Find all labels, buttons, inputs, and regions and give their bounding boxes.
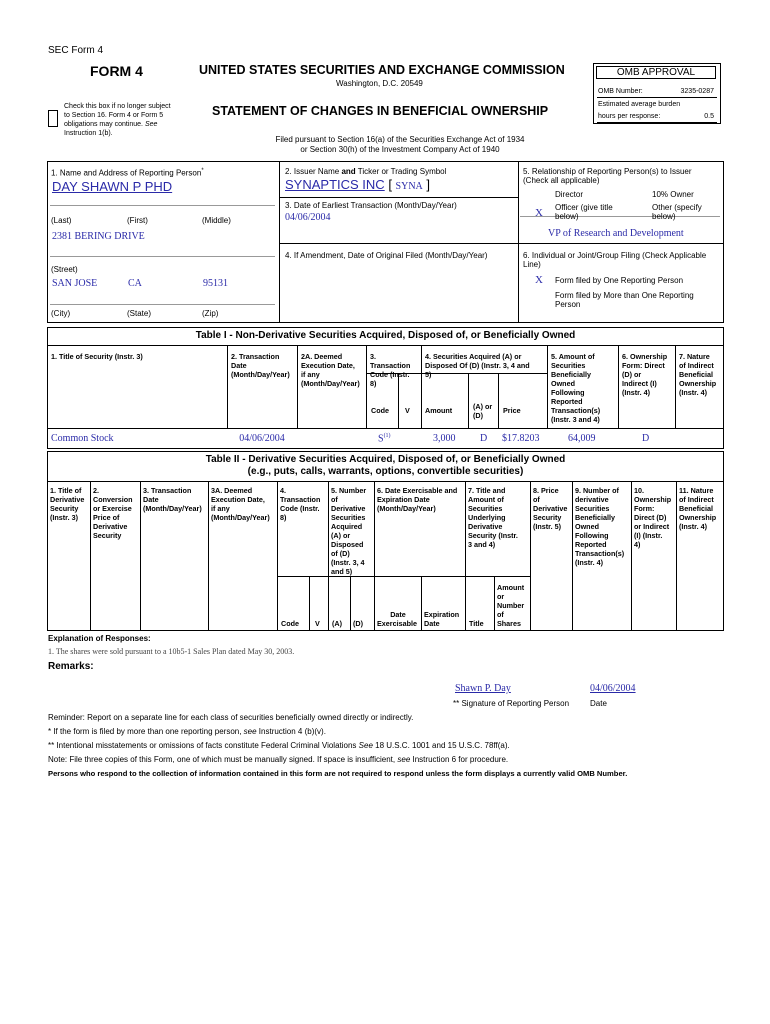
t1-row-code: $S^{(1)}$ (378, 433, 391, 445)
officer-title-value: VP of Research and Development (548, 228, 684, 239)
t2-c4: 4. Transaction Code (Instr. 8) (280, 486, 321, 522)
ten-percent-owner-label: 10% Owner (652, 190, 694, 199)
commission-city: Washington, D.C. 20549 (336, 79, 423, 88)
street-label: (Street) (51, 265, 78, 274)
form-title: FORM 4 (90, 63, 143, 79)
t1-row-title: Common Stock (51, 433, 114, 444)
t1-h7: 7. Nature of Indirect Beneficial Ownership (Instr. 4) (679, 352, 717, 397)
explanation-label: Explanation of Responses: (48, 634, 151, 643)
omb-hours-value: 0.5 (704, 113, 714, 120)
street-value: 2381 BERING DRIVE (52, 231, 145, 242)
ticker-symbol: SYNA (395, 181, 423, 192)
other-label: Other (specify below) (652, 203, 702, 221)
signature-date-value: 04/06/2004 (590, 683, 636, 694)
persons-respond-notice: Persons who respond to the collection of information contained in this form are not required to respond unless the form displays a currently valid OMB Number. (48, 769, 628, 778)
reporting-person-label: 1. Name and Address of Reporting Person* (51, 168, 204, 178)
t1-h6: 6. Ownership Form: Direct (D) or Indirect (I) (Instr. 4) (622, 352, 668, 397)
t1-row-form: D (642, 433, 650, 444)
officer-check-mark[interactable]: X (535, 207, 543, 219)
sec-form-label: SEC Form 4 (48, 45, 104, 56)
earliest-transaction-date: 04/06/2004 (285, 212, 331, 223)
t1-sub-amount: Amount (425, 406, 453, 415)
t2-c9: 9. Number of derivative Securities Beneficially Owned Following Reported Transaction(s) (Instr. 4) (575, 486, 625, 567)
signature-label: ** Signature of Reporting Person (453, 699, 570, 708)
t2-sub-a: (A) (332, 619, 342, 628)
middle-label: (Middle) (202, 216, 231, 225)
t2-c5: 5. Number of Derivative Securities Acquired (A) or Disposed of (D) (Instr. 3, 4 and 5) (331, 486, 367, 576)
one-person-label: Form filed by One Reporting Person (555, 276, 684, 285)
issuer-name-link[interactable]: SYNAPTICS INC (285, 177, 385, 192)
director-label: Director (555, 190, 584, 199)
omb-approval-box (593, 63, 721, 124)
t2-c1: 1. Title of Derivative Security (Instr. 3) (50, 486, 85, 522)
relationship-label: 5. Relationship of Reporting Person(s) to Issuer (Check all applicable) (523, 167, 692, 185)
t1-h2: 2. Transaction Date (Month/Day/Year) (231, 352, 290, 379)
reminder-text: Reminder: Report on a separate line for each class of securities beneficially owned directly or indirectly. (48, 713, 414, 722)
zip-label: (Zip) (202, 309, 219, 318)
t2-c3a: 3A. Deemed Execution Date, if any (Month/Day/Year) (211, 486, 270, 522)
zip-value: 95131 (203, 278, 228, 289)
date-label: Date (590, 699, 607, 708)
t1-h5: 5. Amount of Securities Beneficially Owned Following Reported Transaction(s) (Instr. 3 and 4) (551, 352, 601, 424)
t2-sub-title: Title (469, 619, 484, 628)
t1-row-ad: D (480, 433, 488, 444)
t2-c8: 8. Price of Derivative Security (Instr. 5) (533, 486, 568, 531)
note-misstatements: ** Intentional misstatements or omissions of facts constitute Federal Criminal Violations See 18 U.S.C. 1001 and 15 U.S.C. 78ff(a). (48, 741, 510, 750)
state-label: (State) (127, 309, 152, 318)
table-two-title: Table II - Derivative Securities Acquired, Disposed of, or Beneficially Owned (e.g., puts, calls, warrants, options, convertible securities) (205, 454, 566, 477)
omb-title: OMB APPROVAL (596, 66, 716, 79)
t2-c11: 11. Nature of Indirect Beneficial Ownership (Instr. 4) (679, 486, 717, 531)
t1-h1: 1. Title of Security (Instr. 3) (51, 352, 143, 361)
statement-title: STATEMENT OF CHANGES IN BENEFICIAL OWNERSHIP (212, 104, 549, 118)
commission-title: UNITED STATES SECURITIES AND EXCHANGE COMMISSION (199, 63, 565, 77)
explanation-1: 1. The shares were sold pursuant to a 10b5-1 Sales Plan dated May 30, 2003. (48, 647, 295, 656)
omb-number-label: OMB Number: (598, 88, 643, 95)
t2-c7: 7. Title and Amount of Securities Underlying Derivative Security (Instr. 3 and 4) (468, 486, 518, 549)
amendment-label: 4. If Amendment, Date of Original Filed (Month/Day/Year) (285, 251, 488, 260)
omb-burden-label: Estimated average burden (598, 101, 681, 108)
t1-sub-price: Price (503, 406, 521, 415)
t2-c3: 3. Transaction Date (Month/Day/Year) (143, 486, 202, 513)
omb-number-value: 3235-0287 (680, 88, 714, 95)
state-value: CA (128, 278, 142, 289)
omb-hours-label: hours per response: (598, 113, 661, 120)
reporting-person-name[interactable]: DAY SHAWN P PHD (52, 179, 173, 194)
t1-row-date: 04/06/2004 (239, 433, 285, 444)
t1-h3: 3. Transaction Code (Instr. 8) (370, 352, 411, 388)
t1-row-amount: 3,000 (433, 433, 456, 444)
one-person-check-mark[interactable]: X (535, 274, 543, 286)
t2-sub-d: (D) (353, 619, 363, 628)
filing-type-label: 6. Individual or Joint/Group Filing (Check Applicable Line) (523, 251, 707, 269)
t1-sub-code: Code (371, 406, 389, 415)
note-multiple-persons: * If the form is filed by more than one reporting person, see Instruction 4 (b)(v). (48, 727, 326, 736)
earliest-transaction-label: 3. Date of Earliest Transaction (Month/Day/Year) (285, 201, 457, 210)
more-persons-label: Form filed by More than One Reporting Person (555, 291, 694, 309)
filed-pursuant: Filed pursuant to Section 16(a) of the Securities Exchange Act of 1934 or Section 30(h) of the Investment Company Act of 1940 (275, 135, 525, 154)
signature-value: Shawn P. Day (455, 683, 511, 694)
no-longer-subject-checkbox[interactable] (48, 110, 58, 127)
t1-h2a: 2A. Deemed Execution Date, if any (Month/Day/Year) (301, 352, 360, 388)
t1-h4: 4. Securities Acquired (A) or Disposed Of (D) (Instr. 3, 4 and 5) (425, 352, 530, 379)
t2-c6: 6. Date Exercisable and Expiration Date (Month/Day/Year) (377, 486, 458, 513)
t1-row-owned: 64,009 (568, 433, 596, 444)
checkbox-instructions: Check this box if no longer subject to Section 16. Form 4 or Form 5 obligations may continue. See Instruction 1(b). (64, 103, 171, 137)
last-label: (Last) (51, 216, 72, 225)
t2-sub-amount: Amount or Number of Shares (497, 583, 525, 628)
first-label: (First) (127, 216, 148, 225)
t2-sub-date-ex: Date Exercisable (377, 610, 417, 628)
t2-sub-code: Code (281, 619, 299, 628)
t1-sub-v: V (405, 406, 410, 415)
remarks-label: Remarks: (48, 661, 94, 672)
t1-sub-ad: (A) or (D) (473, 402, 493, 420)
table-one-title: Table I - Non-Derivative Securities Acquired, Disposed of, or Beneficially Owned (195, 330, 576, 341)
t2-c2: 2. Conversion or Exercise Price of Derivative Security (93, 486, 133, 540)
t2-sub-v: V (315, 619, 320, 628)
issuer-label: 2. Issuer Name and Ticker or Trading Symbol (285, 167, 447, 176)
t2-c10: 10. Ownership Form: Direct (D) or Indirect (I) (Instr. 4) (634, 486, 672, 549)
issuer-name-ticker: SYNAPTICS INC [ SYNA ] (285, 177, 431, 192)
t1-row-price: $17.8203 (502, 433, 540, 444)
note-copies: Note: File three copies of this Form, one of which must be manually signed. If space is insufficient, see Instruction 6 for procedure. (48, 755, 509, 764)
city-label: (City) (51, 309, 71, 318)
t2-sub-exp: Expiration Date (424, 610, 460, 628)
city-value: SAN JOSE (52, 278, 98, 289)
officer-label: Officer (give title below) (555, 203, 613, 221)
